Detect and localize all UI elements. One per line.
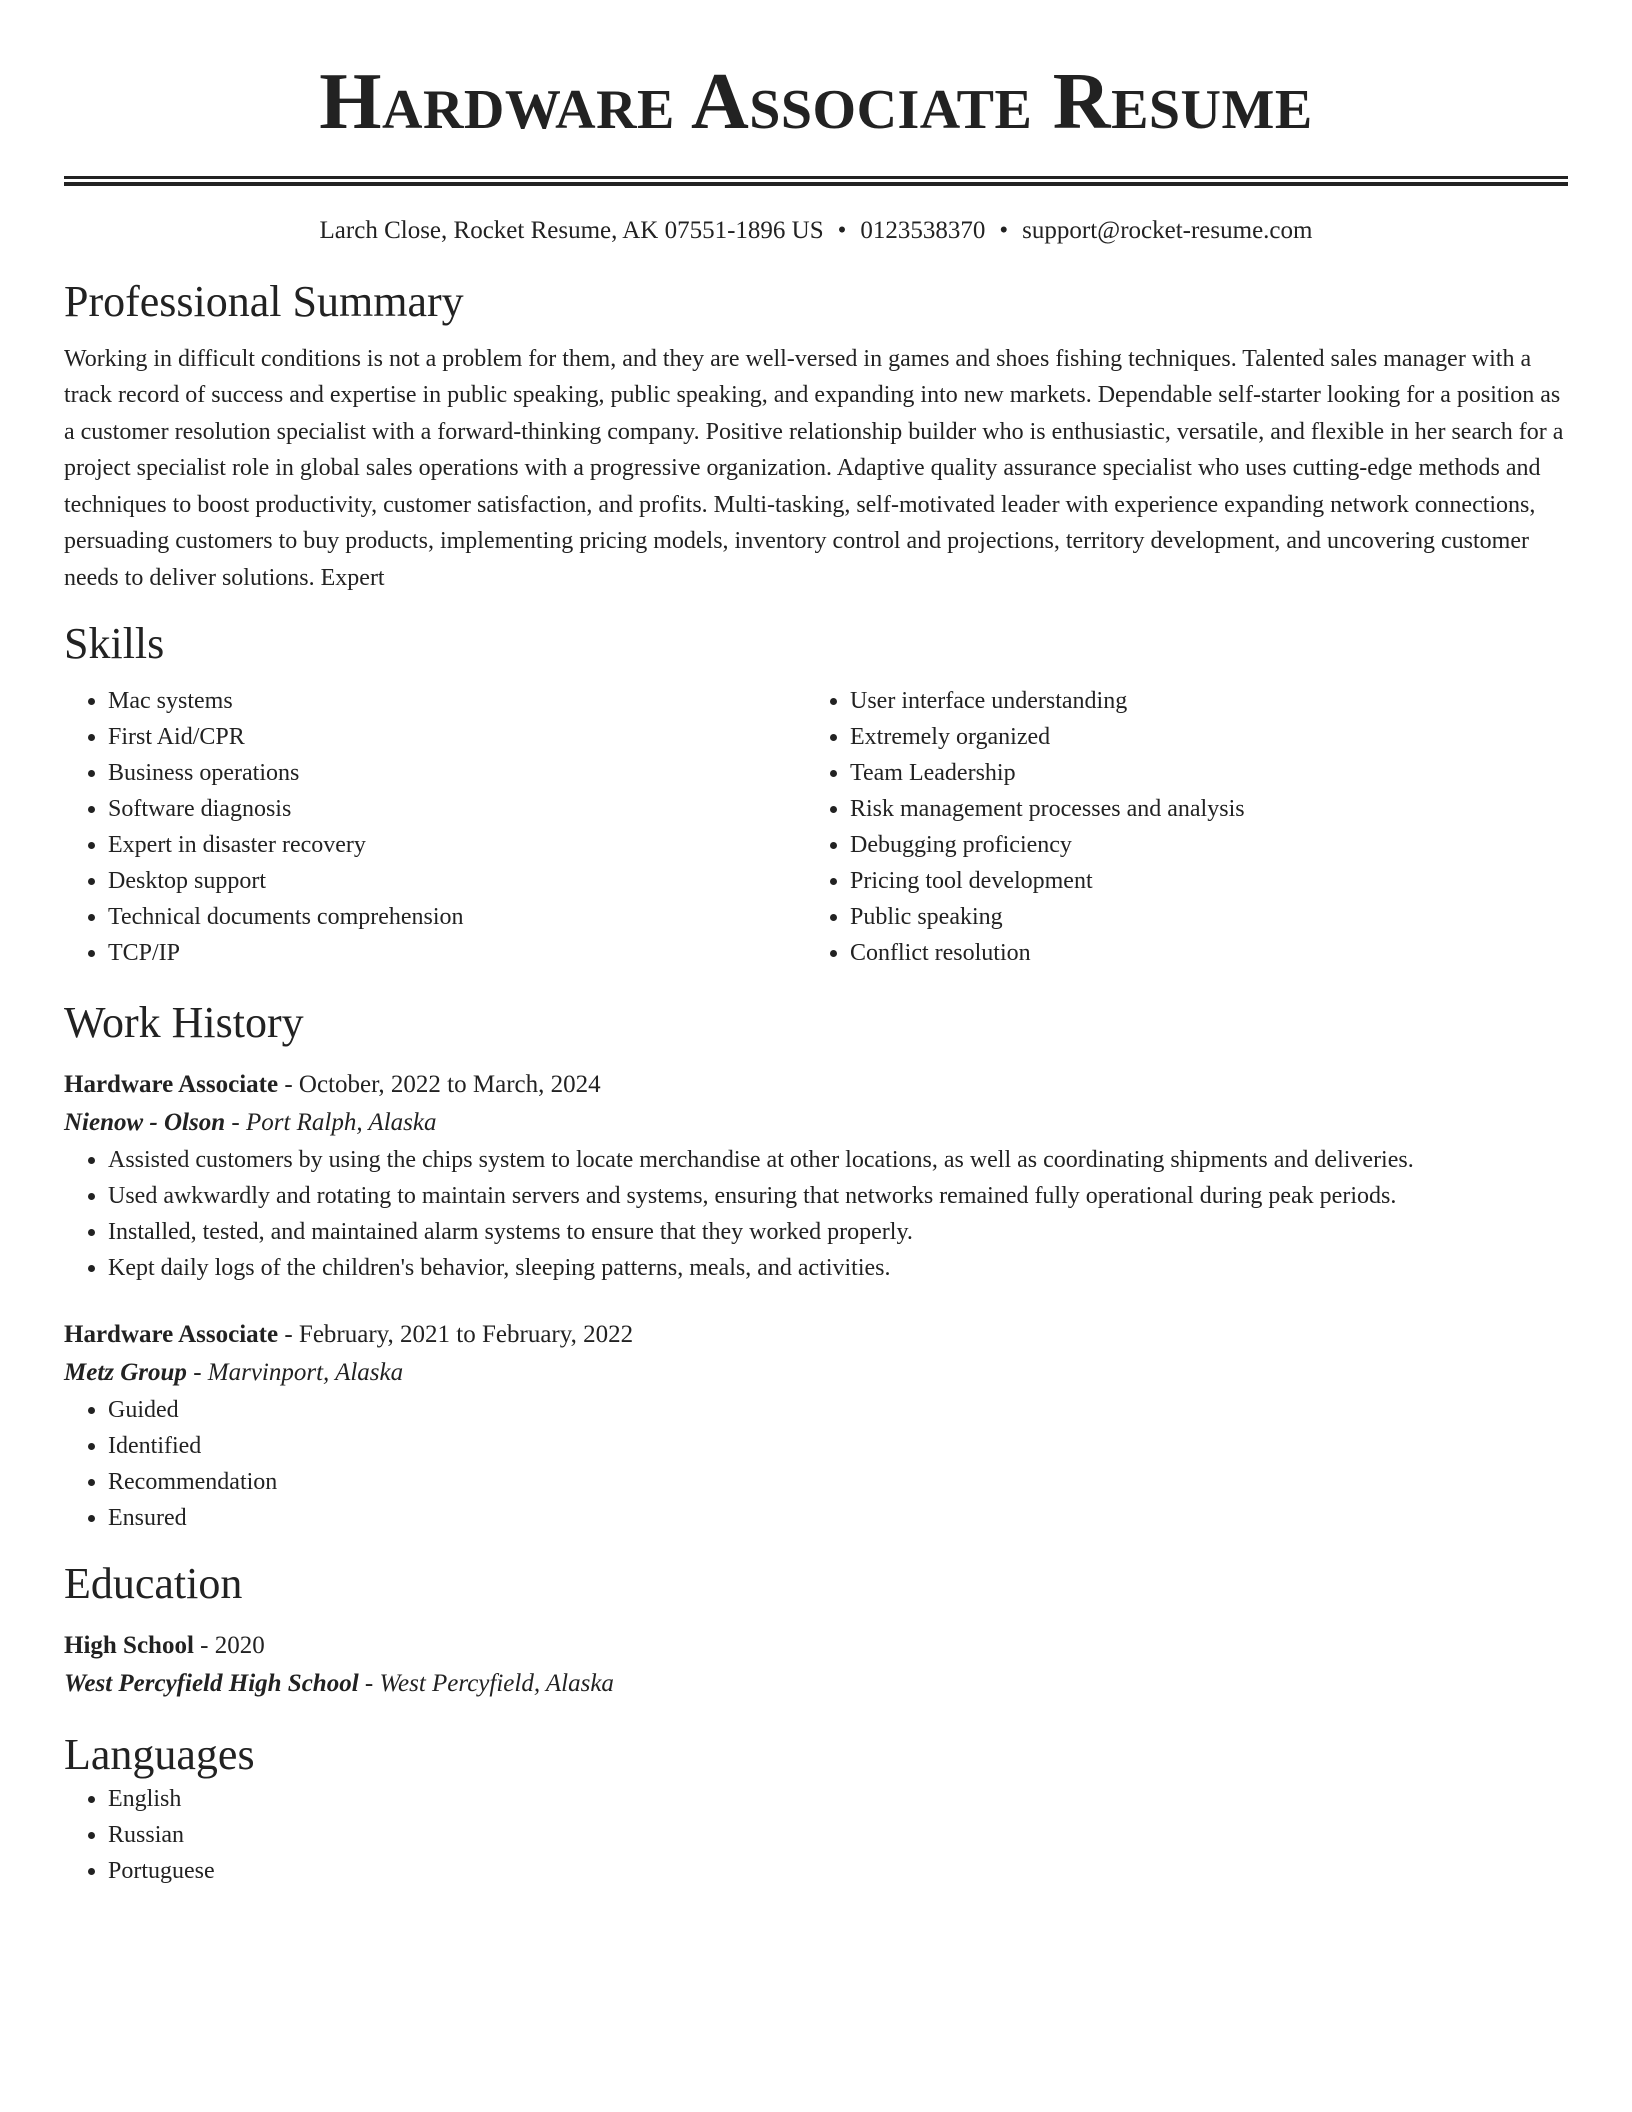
contact-line [64,214,1568,248]
skill-item: • Team Leadership [850,755,1548,791]
job-dates: - October, 2022 to March, 2024 [278,1070,601,1098]
job-bullet: • Assisted customers by using the chips system to locate merchandise at other locations, as well as coordinating shipments and deliveries. [108,1142,1568,1178]
education-year: - 2020 [193,1631,265,1659]
skills-list-right [806,683,1548,971]
skill-item: • Pricing tool development [850,863,1548,899]
education-heading: Education [64,1558,243,1608]
job-bullets [64,1142,1568,1286]
education-location: - West Percyfield, Alaska [358,1669,614,1697]
job-bullet: • Used awkwardly and rotating to maintain servers and systems, ensuring that networks remained fully operational during peak periods. [108,1178,1568,1214]
contact-phone: 0123538370 [860,217,986,244]
skill-item: • Public speaking [850,899,1548,935]
title-divider [64,176,1568,186]
work-history-heading: Work History [64,998,304,1048]
skill-item: • Mac systems [108,683,806,719]
contact-address: Larch Close, Rocket Resume, AK 07551-1896 US [319,217,824,244]
skill-item: • Desktop support [108,863,806,899]
contact-email: support@rocket-resume.com [1022,217,1313,244]
job-company: Metz Group [64,1358,187,1386]
skill-item: • Business operations [108,755,806,791]
job-bullet: • Recommendation [108,1464,1568,1500]
job-bullets [64,1392,1568,1536]
skills-column-left [64,683,806,971]
skill-item: • First Aid/CPR [108,719,806,755]
job-bullet: • Guided [108,1392,1568,1428]
skills-column-right [806,683,1548,971]
languages-list [64,1781,1568,1889]
job-dates: - February, 2021 to February, 2022 [278,1320,634,1348]
job-bullet: • Identified [108,1428,1568,1464]
job-location: - Marvinport, Alaska [186,1358,404,1386]
contact-separator: • [837,217,847,244]
languages-section [64,1729,1568,1890]
job-company-row [64,1104,1568,1142]
skills-section [64,618,1568,971]
job-company: Nienow - Olson [64,1108,226,1136]
skill-item: • Conflict resolution [850,935,1548,971]
language-item: • Portuguese [108,1853,1568,1889]
contact-separator: • [999,217,1009,244]
job-bullet: • Ensured [108,1500,1568,1536]
skill-item: • Debugging proficiency [850,827,1548,863]
job-location: - Port Ralph, Alaska [225,1108,437,1136]
summary-text: Working in difficult conditions is not a problem for them, and they are well-versed in games and shoes fishing techniques. Talented sales manager with a track record of success and expertise in public speaking, public speaking, and expanding into new markets. Dependable self-starter looking for a position as a customer resolution specialist with a forward-thinking company. Positive relationship builder who is enthusiastic, versatile, and flexible in her search for a project specialist role in global sales operations with a progressive organization. Adaptive quality assurance specialist who uses cutting-edge methods and techniques to boost productivity, customer satisfaction, and profits. Multi-tasking, self-motivated leader with experience expanding network connections, persuading customers to buy products, implementing pricing models, inventory control and projections, territory development, and uncovering customer needs to deliver solutions. Expert [64,345,1564,591]
education-degree-row [64,1627,1568,1665]
skill-item: • Software diagnosis [108,791,806,827]
languages-heading: Languages [64,1729,255,1779]
job-entry [64,1066,1568,1286]
skill-item: • Extremely organized [850,719,1548,755]
job-entry [64,1316,1568,1536]
job-bullet: • Kept daily logs of the children's behavior, sleeping patterns, meals, and activities. [108,1250,1568,1286]
skill-item: • User interface understanding [850,683,1548,719]
education-degree: High School [64,1631,194,1659]
resume-title: Hardware Associate Resume [319,58,1313,146]
education-school-row [64,1665,1568,1703]
job-title-row [64,1066,1568,1104]
summary-section [64,276,1568,596]
skills-heading: Skills [64,619,165,669]
education-section [64,1558,1568,1703]
skills-list-left [64,683,806,971]
job-title-row [64,1316,1568,1354]
work-history-section [64,997,1568,1536]
skill-item: • Risk management processes and analysis [850,791,1548,827]
language-item: • Russian [108,1817,1568,1853]
summary-heading: Professional Summary [64,277,464,326]
education-school: West Percyfield High School [64,1669,359,1697]
language-item: • English [108,1781,1568,1817]
job-title: Hardware Associate [64,1320,279,1348]
skill-item: • TCP/IP [108,935,806,971]
job-bullet: • Installed, tested, and maintained alarm systems to ensure that they worked properly. [108,1214,1568,1250]
skill-item: • Technical documents comprehension [108,899,806,935]
job-title: Hardware Associate [64,1070,279,1098]
skills-grid [64,683,1568,971]
skill-item: • Expert in disaster recovery [108,827,806,863]
job-company-row [64,1354,1568,1392]
